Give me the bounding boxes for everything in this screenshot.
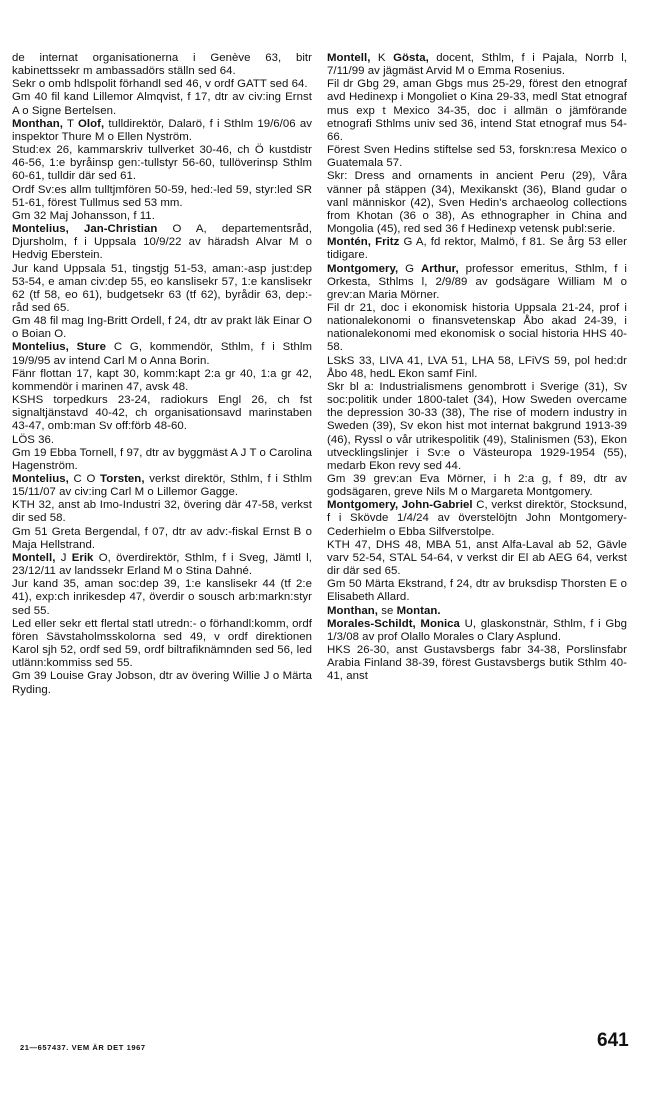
initials: U, xyxy=(459,617,481,630)
left-column xyxy=(12,52,312,697)
entry-paragraph: Led eller sekr ett flertal statl utredn:- o förhandl:komm, ordf fören Sävstaholmsskolorna sed 49, v ordf direktionen Karol sjh 52, ordf sed 59, ordf biltrafiknämnden sed 56, led utlänn:kommiss sed 55. xyxy=(12,617,312,670)
surname: Montell, xyxy=(12,551,56,564)
entry-paragraph: KSHS torpedkurs 23-24, radiokurs Engl 26, ch fst signaltjänstavd 40-42, ch organisationsavd marinstaben 43-47, omb:man Sv off:förb 48-60. xyxy=(12,394,312,433)
entry-summary: G A, fd rektor, Malmö, f 81. Se årg 53 eller tidigare. xyxy=(327,236,627,262)
given-name: Olof, xyxy=(78,117,105,130)
surname: Montgomery, John-Gabriel xyxy=(327,499,473,512)
given-name: Montan. xyxy=(396,604,441,617)
given-name: Erik xyxy=(71,551,94,564)
entry-heading xyxy=(327,236,627,262)
given-name: Fritz xyxy=(375,236,400,249)
entry-heading xyxy=(12,118,312,144)
entry-paragraph: Gm 48 fil mag Ing-Britt Ordell, f 24, dtr av prakt läk Einar O o Boian O. xyxy=(12,315,312,341)
entry-heading xyxy=(327,52,627,78)
entry-heading xyxy=(12,223,312,262)
initials: J xyxy=(55,551,72,564)
entry-paragraph: LSkS 33, LIVA 41, LVA 51, LHA 58, LFiVS 59, pol hed:dr Åbo 48, hedL Ekon samf Finl. xyxy=(327,354,627,380)
initials xyxy=(69,341,77,353)
entry-paragraph: Ordf Sv:es allm tulltjmfören 50-59, hed:-led 59, styr:led SR 51-61, förest Tullmus sed 53 mm. xyxy=(12,183,312,209)
entry-paragraph: Gm 50 Märta Ekstrand, f 24, dtr av bruksdisp Thorsten E o Elisabeth Allard. xyxy=(327,578,627,604)
entry-paragraph: Gm 39 grev:an Eva Mörner, i h 2:a g, f 89, dtr av godsägaren, greve Nils M o Margareta Montgomery. xyxy=(327,473,627,499)
given-name: Torsten, xyxy=(100,473,145,485)
entry-paragraph: Sekr o omb hdlspolit förhandl sed 46, v ordf GATT sed 64. xyxy=(12,78,308,91)
page-number: 641 xyxy=(597,1030,629,1051)
entry-paragraph: Gm 19 Ebba Tornell, f 97, dtr av byggmäst A J T o Carolina Hagenström. xyxy=(12,446,312,472)
biography-entry xyxy=(327,52,627,236)
biography-entry xyxy=(12,223,312,341)
entry-paragraph: de internat organisationerna i Genève 63, bitr kabinettssekr m ambassadörs ställn sed 64. xyxy=(12,52,312,78)
entry-paragraph: Jur kand 35, aman soc:dep 39, 1:e kanslisekr 44 (tf 2:e 41), exp:ch inrikesdep 47, överdir o sousch arb:markn:styr sed 55. xyxy=(12,578,312,617)
right-column xyxy=(327,52,627,684)
biography-entry xyxy=(12,473,312,552)
entry-heading xyxy=(327,499,627,538)
initials: K xyxy=(370,52,394,64)
entry-paragraph: Skr bl a: Industrialismens genombrott i Sverige (31), Sv soc:politik under 1800-talet (34), How Sweden overcame the depression 30-33 (38), The rise of modern industry in Sweden (39), Sv ekon hist mot internat bakgrund 1913-39 (46), Ryssl o vår utrikespolitik (49), Stalinismen (53), Ekon utvecklingslinjer i Sv:e o Västeuropa 1929-1954 (55), medarb Ekon revy sed 44. xyxy=(327,380,627,472)
entry-paragraph: Fil dr 21, doc i ekonomisk historia Uppsala 21-24, prof i nationalekonomi o finansvetenskap Åbo akad 24-39, i nationalekonomi med ekonomisk o social historia HHS 40-58. xyxy=(327,301,627,354)
surname: Montelius, Jan-Christian xyxy=(12,223,158,236)
footer-imprint: 21—657437. VEM ÄR DET 1967 xyxy=(20,1043,146,1052)
biography-entry xyxy=(327,263,627,500)
entry-paragraph: Gm 32 Maj Johansson, f 11. xyxy=(12,209,155,222)
entry-summary: verkst direktör, Sthlm, f i Sthlm 15/11/07 av civ:ing Carl M o Lillemor Gagge. xyxy=(12,473,312,499)
entry-heading xyxy=(12,341,312,367)
biography-entry xyxy=(327,605,627,618)
surname: Montelius, xyxy=(12,341,69,354)
initials: C O xyxy=(68,473,101,485)
initials: se xyxy=(378,604,397,617)
entry-summary: departementsråd, Djursholm, f i Uppsala 10/9/22 av häradsh Alvar M o Hedvig Eberstein. xyxy=(12,223,312,262)
surname: Montén, xyxy=(327,236,372,249)
entry-paragraph: Förest Sven Hedins stiftelse sed 53, forskn:resa Mexico o Guatemala 57. xyxy=(327,144,627,170)
biography-entry xyxy=(12,552,312,697)
entry-summary: O, överdirektör, Sthlm, f i Sveg, Jämtl l, 23/12/11 av landssekr Erland M o Stina Dahné. xyxy=(12,551,312,578)
surname: Montell, xyxy=(327,52,371,64)
entry-heading xyxy=(12,473,312,499)
initials: O A, xyxy=(157,223,222,236)
given-name: Gösta, xyxy=(393,52,429,64)
given-name: Arthur, xyxy=(421,262,459,275)
biography-entry xyxy=(327,499,627,604)
entry-paragraph: Gm 40 fil kand Lillemor Almqvist, f 17, dtr av civ:ing Ernst A o Signe Bertelsen. xyxy=(12,91,312,117)
initials: G xyxy=(398,262,422,275)
surname: Montelius, xyxy=(12,473,69,485)
entry-summary: docent, Sthlm, f i Pajala, Norrb l, 7/11/99 av jägmäst Arvid M o Emma Rosenius. xyxy=(327,52,627,78)
biography-entry xyxy=(12,341,312,473)
entry-heading xyxy=(12,552,312,578)
entry-paragraph: Skr: Dress and ornaments in ancient Peru (29), Våra vänner på stäppen (34), Mexikanskt (36), Bland gudar o vanl människor (42), Sven Hedin's archaeolog collections from Khotan (36 o 38), As ethnographer in China and Mongolia (45), red sed 36 f Hedinexp vetensk publ:serie. xyxy=(327,170,627,236)
surname: Monthan, xyxy=(327,604,379,617)
biography-entry xyxy=(12,52,312,118)
entry-summary: C G, kommendör, Sthlm, f i Sthlm 19/9/95 av intend Carl M o Anna Borin. xyxy=(12,341,312,367)
entry-paragraph: Jur kand Uppsala 51, tingstjg 51-53, aman:-asp just:dep 53-54, e aman civ:dep 55, eo kanslisekr 57, 1:e kanslisekr 62 (tf 58, eo 61), budgetsekr 63 (tf 62), byrådir 63, dep:-råd sed 65. xyxy=(12,262,312,314)
surname: Monthan, xyxy=(12,117,64,130)
entry-heading xyxy=(327,618,627,644)
initials: T xyxy=(63,117,78,130)
entry-paragraph: KTH 32, anst ab Imo-Industri 32, övering där 47-58, verkst dir sed 58. xyxy=(12,499,312,525)
entry-paragraph: Gm 39 Louise Gray Jobson, dtr av övering Willie J o Märta Ryding. xyxy=(12,670,312,696)
entry-paragraph: KTH 47, DHS 48, MBA 51, anst Alfa-Laval ab 52, Gävle varv 52-54, STAL 54-64, v verkst dir El ab AEG 64, verkst dir där sed 65. xyxy=(327,538,627,578)
surname: Montgomery, xyxy=(327,262,399,275)
biography-entry xyxy=(327,618,627,684)
entry-paragraph: Fil dr Gbg 29, aman Gbgs mus 25-29, förest den etnograf avd Hedinexp i Mongoliet o Kina 29-33, medl Stat etnograf mus exp t Mexico 34-35, doc i allmän o jämförande etnografi Sthlms univ sed 36, intend Stat etnograf mus 54-66. xyxy=(327,78,627,143)
entry-heading xyxy=(327,605,627,618)
surname: Morales-Schildt, Monica xyxy=(327,617,460,630)
entry-summary: professor emeritus, Sthlm, f i Orkesta, Sthlms l, 2/9/89 av godsägare William M o grev:an Maria Mörner. xyxy=(327,262,627,301)
entry-summary: glaskonstnär, Sthlm, f i Gbg 1/3/08 av prof Olallo Morales o Clary Asplund. xyxy=(327,617,628,643)
entry-paragraph: LÖS 36. xyxy=(12,433,55,446)
entry-paragraph: Gm 51 Greta Bergendal, f 07, dtr av adv:-fiskal Ernst B o Maja Hellstrand. xyxy=(12,525,312,551)
entry-heading xyxy=(327,263,627,302)
biography-entry xyxy=(12,118,312,223)
biography-entry xyxy=(327,236,627,262)
entry-paragraph: Fänr flottan 17, kapt 30, komm:kapt 2:a gr 40, 1:a gr 42, kommendör i marinen 47, avsk 48. xyxy=(12,367,312,393)
entry-paragraph: Stud:ex 26, kammarskriv tullverket 30-46, ch Ö kustdistr 46-56, 1:e byråinsp gen:-tullstyr 56-60, tullöverinsp Sthlm 60-61, tulldir där sed 61. xyxy=(12,144,312,183)
entry-summary: verkst direktör, Stocksund, f i Skövde 1/4/24 av överstelöjtn John Montgomery-Cederhielm o Ebba Silfverstolpe. xyxy=(327,499,627,538)
given-name: Sture xyxy=(76,341,107,354)
initials: C, xyxy=(472,499,492,512)
entry-summary: tulldirektör, Dalarö, f i Sthlm 19/6/06 av inspektor Thure M o Ellen Nyström. xyxy=(12,117,312,143)
entry-paragraph: HKS 26-30, anst Gustavsbergs fabr 34-38, Porslinsfabr Arabia Finland 38-39, förest Gustavsbergs butik Sthlm 40-41, anst xyxy=(327,644,627,683)
